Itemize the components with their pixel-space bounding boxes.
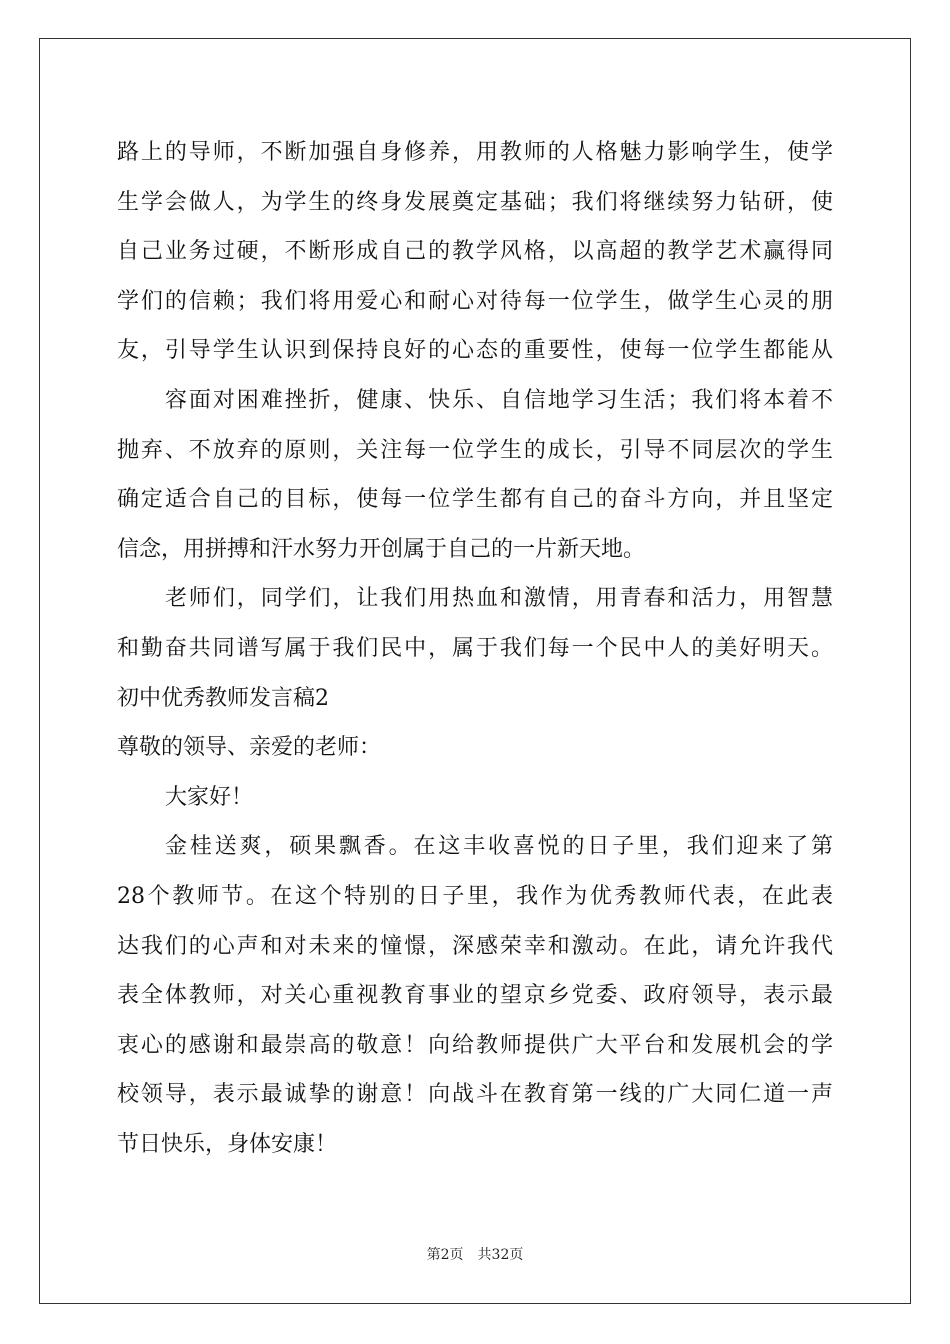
text-line: 抛弃、不放弃的原则，关注每一位学生的成长，引导不同层次的学生 — [117, 437, 833, 463]
text-line: 容面对困难挫折，健康、快乐、自信地学习生活；我们将本着不 — [165, 387, 833, 413]
text-line: 初中优秀教师发言稿2 — [117, 685, 329, 711]
text-line: 节日快乐，身体安康！ — [117, 1131, 338, 1157]
text-line: 老师们，同学们，让我们用热血和激情，用青春和活力，用智慧 — [165, 586, 833, 612]
text-line: 自己业务过硬，不断形成自己的教学风格，以高超的教学艺术赢得同 — [117, 239, 833, 265]
text-line: 大家好！ — [165, 784, 254, 810]
text-line: 信念，用拼搏和汗水努力开创属于自己的一片新天地。 — [117, 536, 646, 562]
text-line: 和勤奋共同谱写属于我们民中，属于我们每一个民中人的美好明天。 — [117, 635, 833, 661]
document-body — [117, 128, 833, 1169]
text-line: 达我们的心声和对未来的憧憬，深感荣幸和激动。在此，请允许我代 — [117, 933, 833, 959]
text-line: 友，引导学生认识到保持良好的心态的重要性，使每一位学生都能从 — [117, 338, 833, 364]
page-number: 第2页 共32页 — [426, 1247, 524, 1263]
text-line: 路上的导师，不断加强自身修养，用教师的人格魅力影响学生，使学 — [117, 140, 833, 165]
text-line: 校领导，表示最诚挚的谢意！向战斗在教育第一线的广大同仁道一声 — [117, 1082, 833, 1108]
text-line: 表全体教师，对关心重视教育事业的望京乡党委、政府领导，表示最 — [117, 983, 833, 1009]
text-line: 确定适合自己的目标，使每一位学生都有自己的奋斗方向，并且坚定 — [117, 487, 833, 513]
text-line: 学们的信赖；我们将用爱心和耐心对待每一位学生，做学生心灵的朋 — [117, 288, 833, 314]
text-line: 生学会做人，为学生的终身发展奠定基础；我们将继续努力钻研，使 — [117, 189, 833, 215]
text-line: 衷心的感谢和最崇高的敬意！向给教师提供广大平台和发展机会的学 — [117, 1032, 833, 1058]
text-line: 金桂送爽，硕果飘香。在这丰收喜悦的日子里，我们迎来了第 — [165, 834, 833, 860]
text-line: 尊敬的领导、亲爱的老师： — [117, 735, 382, 761]
text-line: 28个教师节。在这个特别的日子里，我作为优秀教师代表，在此表 — [117, 883, 833, 909]
